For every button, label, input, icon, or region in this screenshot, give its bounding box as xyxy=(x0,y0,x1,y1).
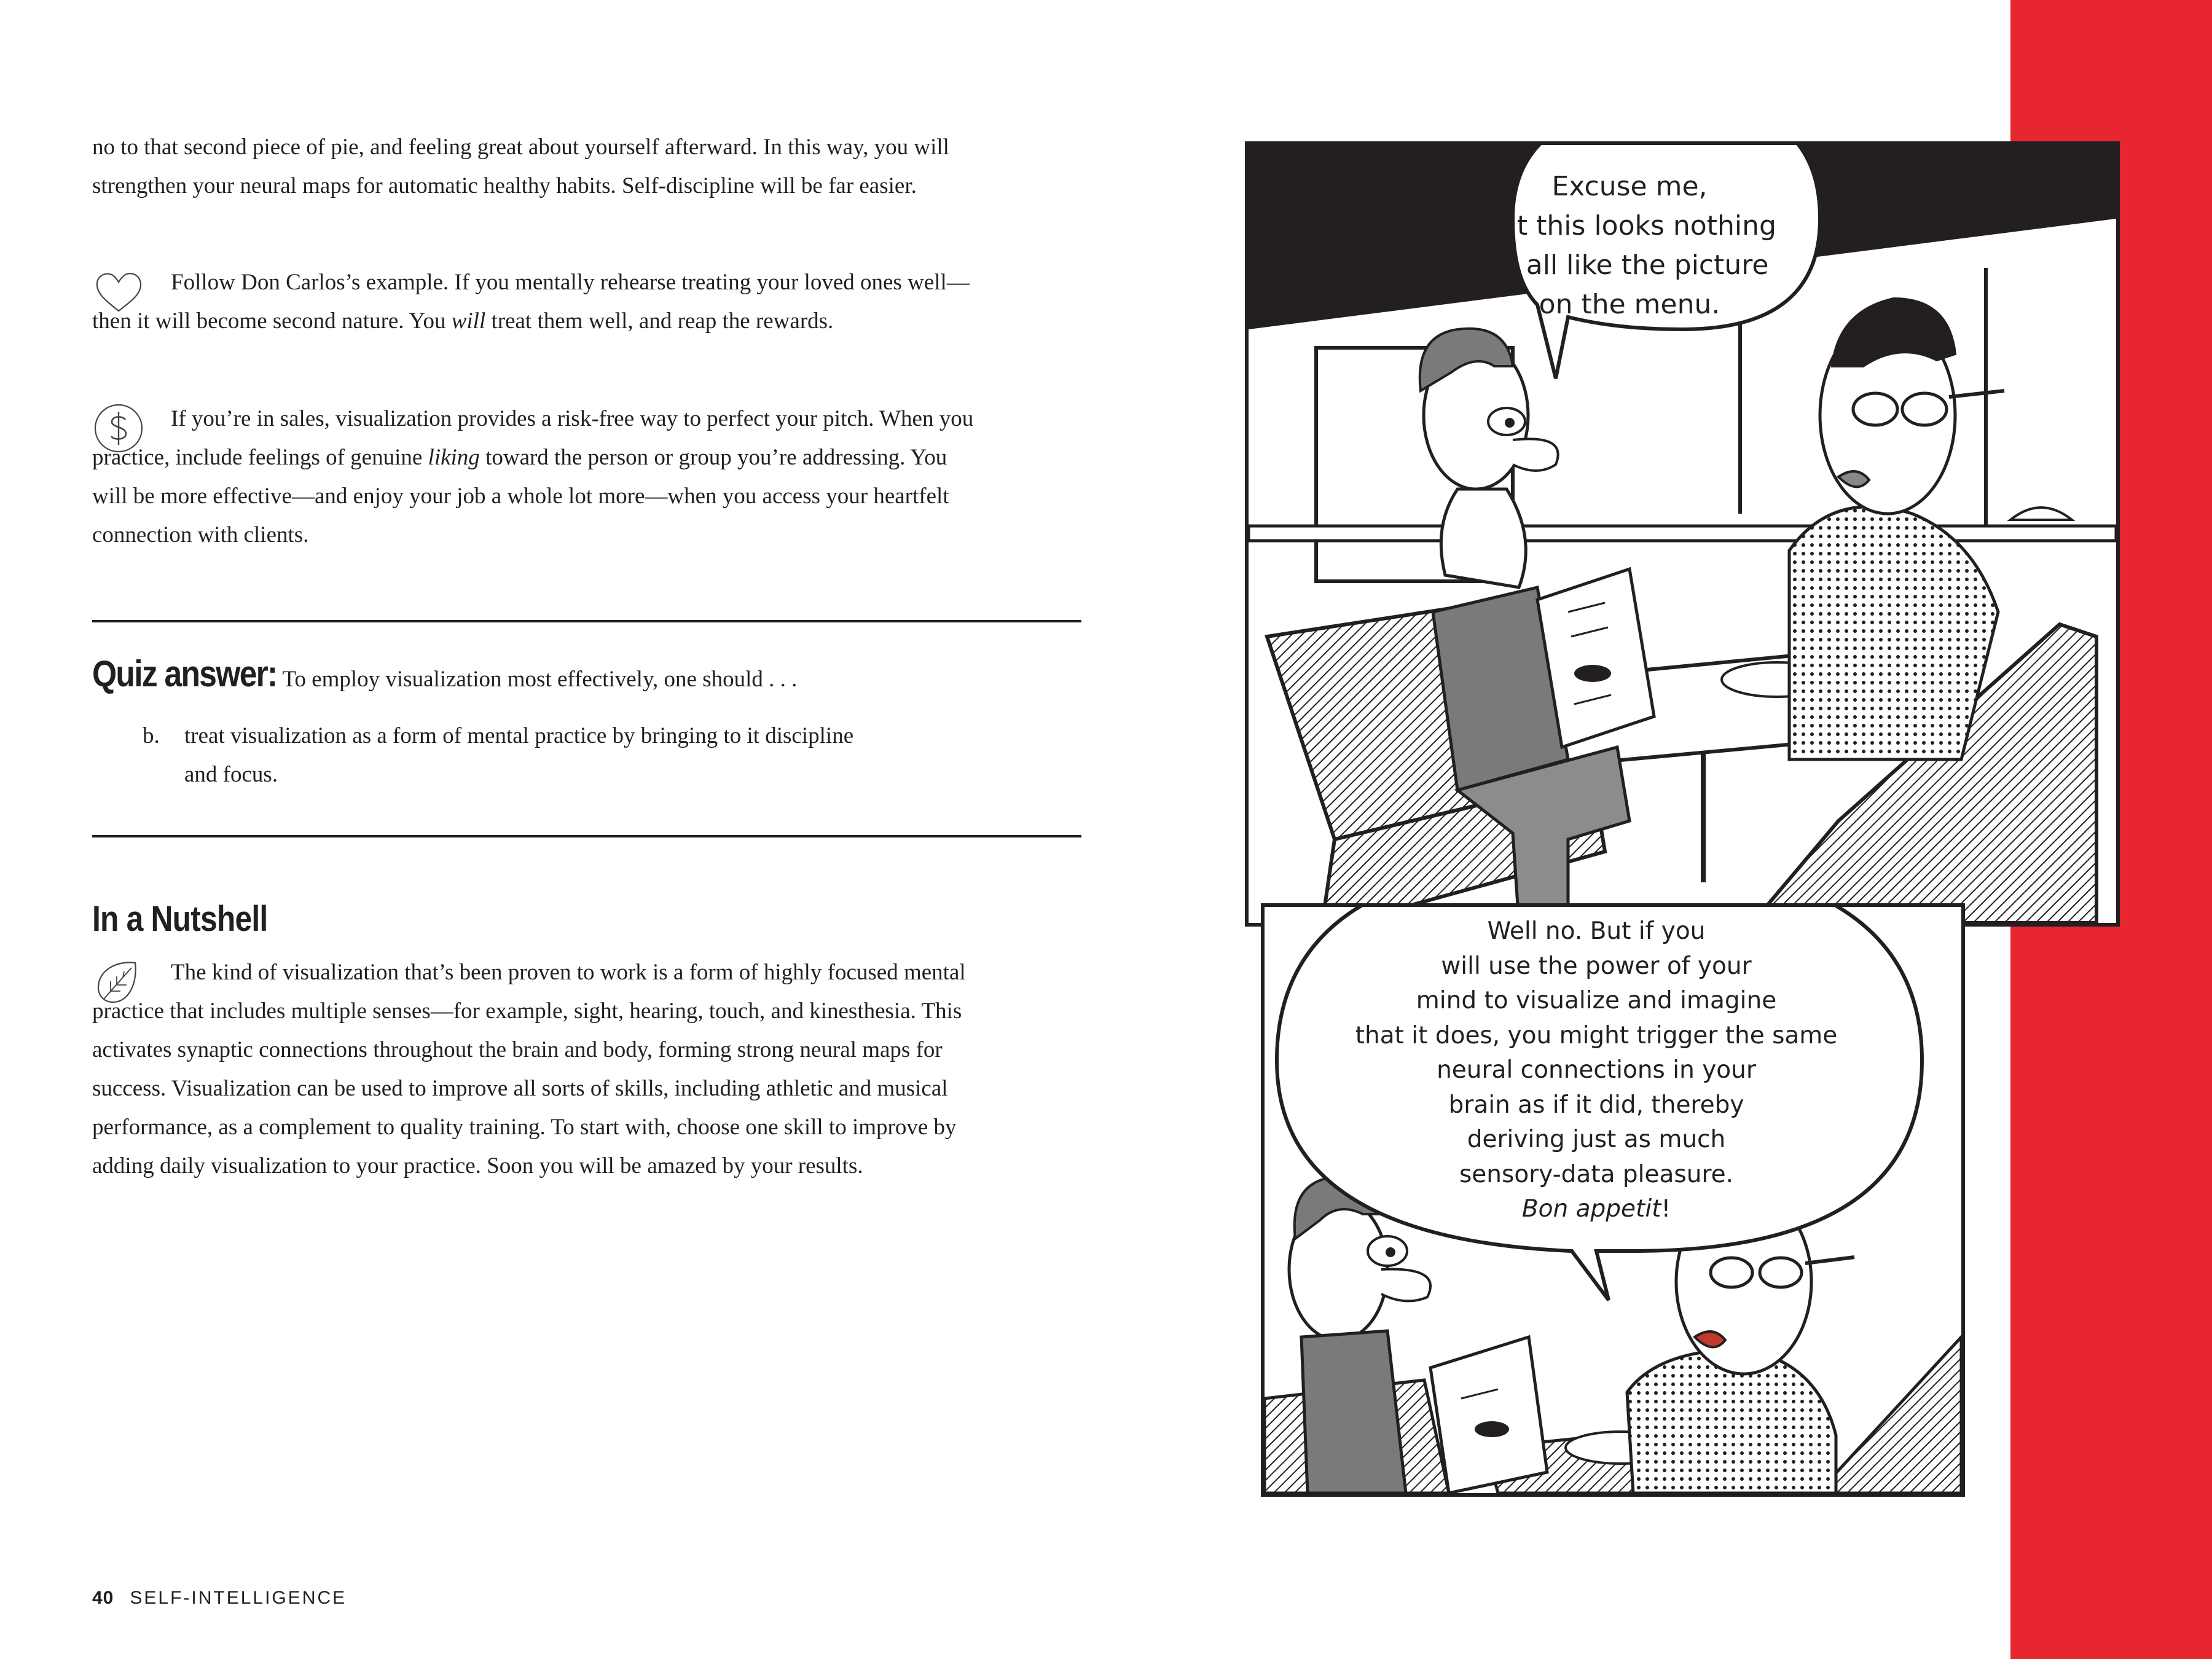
speech-line: on the menu. xyxy=(1539,289,1720,320)
quiz-bottom-rule xyxy=(92,835,1081,837)
page-number: 40 xyxy=(92,1588,114,1608)
quiz-answer-line xyxy=(92,653,1075,695)
speech-closing xyxy=(1289,1192,1904,1227)
speech-line: neural connections in your xyxy=(1437,1056,1756,1084)
sales-tip xyxy=(92,399,977,554)
speech-line: that it does, you might trigger the same xyxy=(1355,1021,1838,1049)
speech-bubble-1 xyxy=(1451,167,1808,324)
speech-line: brain as if it did, thereby xyxy=(1448,1091,1744,1119)
speech-line: but this looks nothing xyxy=(1483,210,1776,241)
dollar-icon xyxy=(92,402,145,455)
speech-line: Well no. But if you xyxy=(1487,917,1706,945)
quiz-label: Quiz answer: xyxy=(92,653,277,694)
heart-icon xyxy=(92,265,145,318)
comic-panel-2 xyxy=(1261,903,1965,1497)
nutshell-text: The kind of visualization that’s been proven to work is a form of highly focused mental practice that includes multiple senses—for example, sight, hearing, touch, and kinesthesia. This activates synaptic connections throughout the brain and body, forming strong neural maps for success. Visualization can be used to improve all sorts of skills, including athletic and musical performance, as a complement to quality training. To start with, choose one skill to improve by adding daily visualization to your practice. Soon you will be amazed by your results. xyxy=(92,960,966,1179)
section-name: SELF-INTELLIGENCE xyxy=(130,1588,347,1608)
quiz-answer xyxy=(143,716,880,794)
speech-line: will use the power of your xyxy=(1441,952,1752,980)
nutshell-heading: In a Nutshell xyxy=(92,899,268,939)
nutshell-summary xyxy=(92,953,977,1185)
heart-tip-text: Follow Don Carlos’s example. If you mentally rehearse treating your loved ones well—then it will become second nature. You will treat them well, and reap the rewards. xyxy=(92,270,970,334)
speech-closing-punct: ! xyxy=(1661,1195,1671,1223)
quiz-answer-letter: b. xyxy=(143,723,160,748)
leaf-icon xyxy=(92,955,145,1008)
sales-tip-text: If you’re in sales, visualization provides a risk-free way to perfect your pitch. When you practice, include feelings of genuine liking toward the person or group you’re addressing. You will be more effective—and enjoy your job a whole lot more—when you access your heartfelt connection with clients. xyxy=(92,406,974,547)
intro-paragraph: no to that second piece of pie, and feeling great about yourself afterward. In this way, you will strengthen your neural maps for automatic healthy habits. Self-discipline will be far easier. xyxy=(92,135,949,198)
speech-line: Excuse me, xyxy=(1551,171,1708,202)
quiz-top-rule xyxy=(92,620,1081,622)
quiz-question: To employ visualization most effectively, one should . . . xyxy=(282,667,798,692)
page-footer xyxy=(92,1588,347,1609)
speech-line: deriving just as much xyxy=(1467,1126,1726,1153)
speech-line: mind to visualize and imagine xyxy=(1416,987,1777,1014)
comic-panel-1 xyxy=(1245,141,2120,927)
quiz-answer-text: treat visualization as a form of mental practice by bringing to it discipline and focus. xyxy=(184,723,854,787)
speech-closing-em: Bon appetit xyxy=(1521,1195,1661,1223)
heart-tip xyxy=(92,263,977,340)
speech-line: at all like the picture xyxy=(1490,249,1769,281)
speech-bubble-2 xyxy=(1289,914,1904,1227)
speech-line: sensory-data pleasure. xyxy=(1459,1160,1734,1188)
